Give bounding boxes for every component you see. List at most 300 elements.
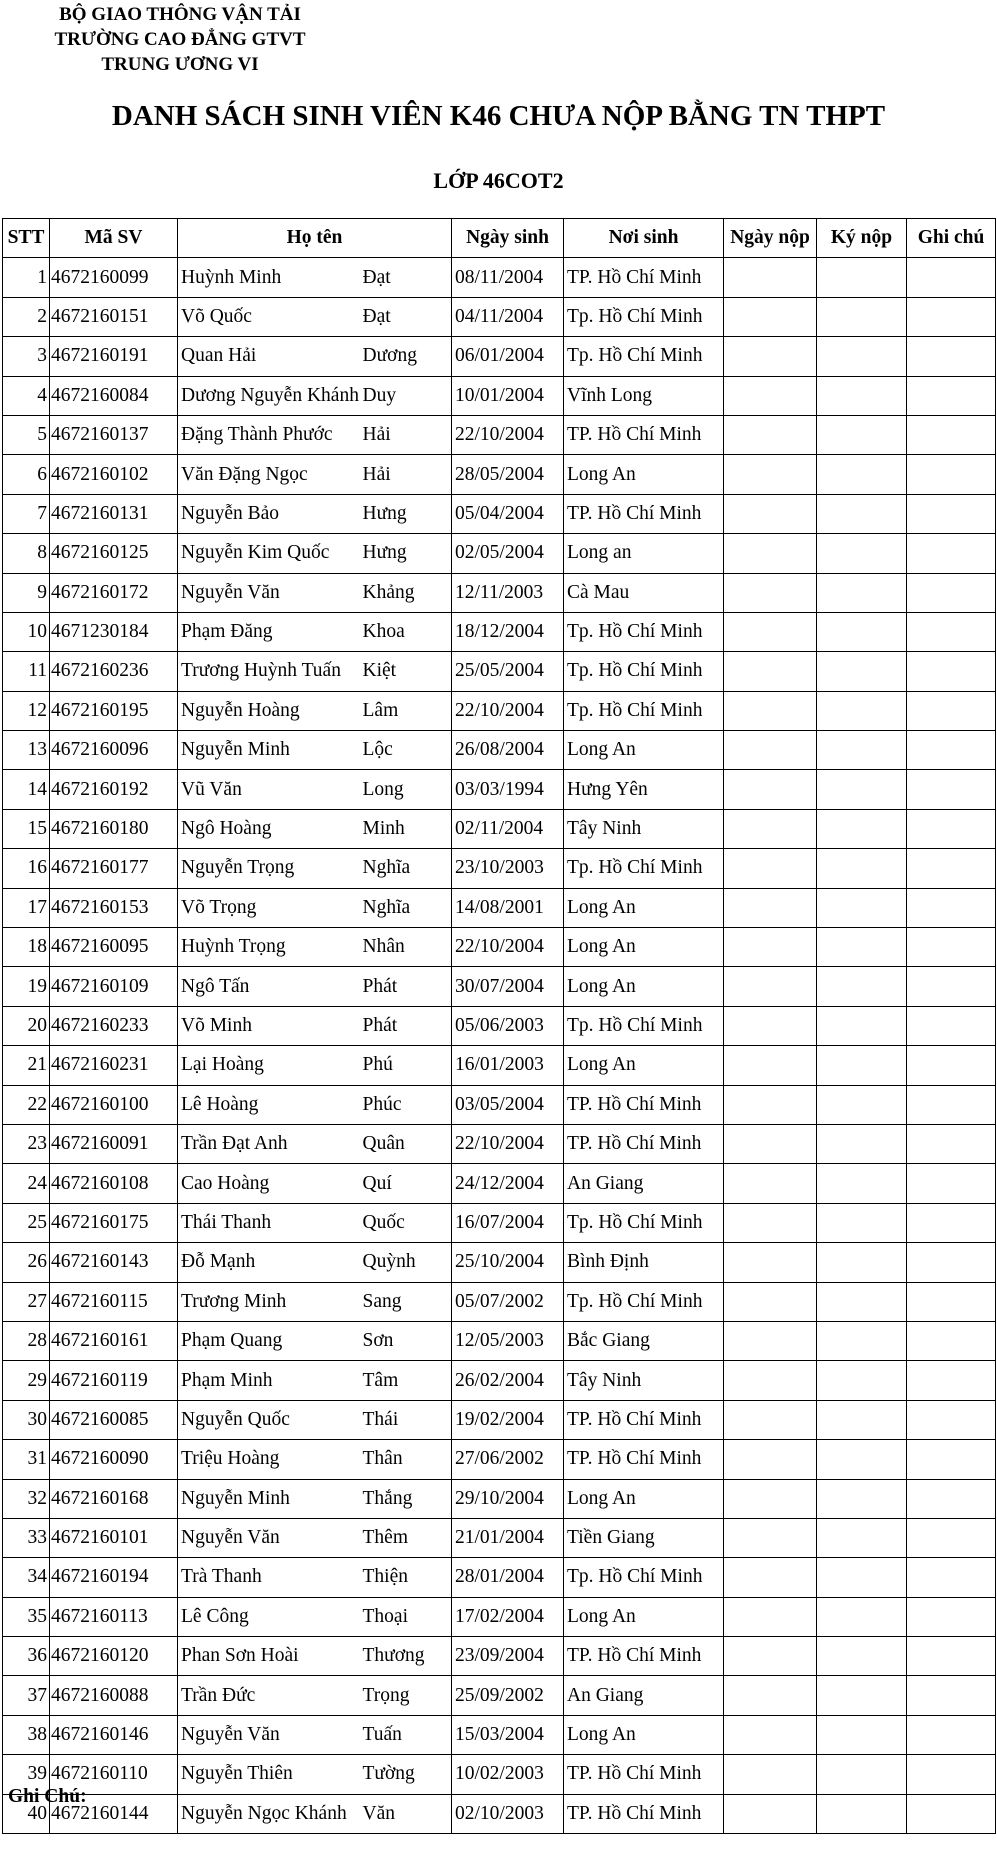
row-given-name: Quân xyxy=(362,1124,452,1163)
organization-header xyxy=(30,2,330,77)
table-row xyxy=(3,1755,996,1794)
row-surname: Nguyễn Kim Quốc xyxy=(178,534,362,573)
row-birth-date: 25/10/2004 xyxy=(452,1243,564,1282)
row-birth-date: 22/10/2004 xyxy=(452,691,564,730)
row-student-id: 4672160236 xyxy=(50,652,178,691)
row-given-name: Thắng xyxy=(362,1479,452,1518)
row-notes xyxy=(907,494,996,533)
row-birth-place: Long An xyxy=(564,928,724,967)
footer-note-label: Ghi Chú: xyxy=(8,1786,87,1807)
row-stt: 35 xyxy=(3,1597,50,1636)
row-submit-date xyxy=(724,534,817,573)
row-stt: 14 xyxy=(3,770,50,809)
row-notes xyxy=(907,888,996,927)
row-signature xyxy=(817,1755,907,1794)
row-notes xyxy=(907,1282,996,1321)
row-stt: 22 xyxy=(3,1085,50,1124)
row-signature xyxy=(817,455,907,494)
row-student-id: 4672160194 xyxy=(50,1558,178,1597)
row-student-id: 4672160151 xyxy=(50,297,178,336)
row-stt: 16 xyxy=(3,849,50,888)
row-surname: Ngô Tấn xyxy=(178,967,362,1006)
row-student-id: 4672160131 xyxy=(50,494,178,533)
row-submit-date xyxy=(724,258,817,297)
table-row xyxy=(3,455,996,494)
row-stt: 31 xyxy=(3,1440,50,1479)
col-header-student-id: Mã SV xyxy=(50,219,178,258)
row-stt: 28 xyxy=(3,1321,50,1360)
row-birth-place: Long An xyxy=(564,888,724,927)
row-surname: Nguyễn Văn xyxy=(178,1715,362,1754)
row-submit-date xyxy=(724,612,817,651)
row-signature xyxy=(817,849,907,888)
row-student-id: 4672160110 xyxy=(50,1755,178,1794)
row-student-id: 4672160125 xyxy=(50,534,178,573)
row-signature xyxy=(817,1715,907,1754)
row-birth-place: Tp. Hồ Chí Minh xyxy=(564,1006,724,1045)
row-notes xyxy=(907,1637,996,1676)
row-surname: Trà Thanh xyxy=(178,1558,362,1597)
row-signature xyxy=(817,652,907,691)
row-surname: Nguyễn Văn xyxy=(178,573,362,612)
row-stt: 24 xyxy=(3,1164,50,1203)
row-student-id: 4672160113 xyxy=(50,1597,178,1636)
table-row xyxy=(3,1715,996,1754)
row-birth-place: Long An xyxy=(564,455,724,494)
row-submit-date xyxy=(724,770,817,809)
row-stt: 5 xyxy=(3,415,50,454)
table-row xyxy=(3,1243,996,1282)
row-given-name: Thương xyxy=(362,1637,452,1676)
row-birth-date: 10/01/2004 xyxy=(452,376,564,415)
row-birth-date: 04/11/2004 xyxy=(452,297,564,336)
row-given-name: Phát xyxy=(362,967,452,1006)
row-notes xyxy=(907,1794,996,1833)
row-birth-place: TP. Hồ Chí Minh xyxy=(564,494,724,533)
row-stt: 40 xyxy=(3,1794,50,1833)
row-signature xyxy=(817,888,907,927)
row-notes xyxy=(907,1321,996,1360)
row-student-id: 4672160120 xyxy=(50,1637,178,1676)
row-signature xyxy=(817,494,907,533)
row-notes xyxy=(907,573,996,612)
row-signature xyxy=(817,1085,907,1124)
row-birth-place: Tây Ninh xyxy=(564,809,724,848)
row-stt: 12 xyxy=(3,691,50,730)
row-student-id: 4672160090 xyxy=(50,1440,178,1479)
row-given-name: Sơn xyxy=(362,1321,452,1360)
row-submit-date xyxy=(724,1518,817,1557)
table-row xyxy=(3,1479,996,1518)
row-birth-place: Tp. Hồ Chí Minh xyxy=(564,1282,724,1321)
row-student-id: 4672160143 xyxy=(50,1243,178,1282)
row-given-name: Tâm xyxy=(362,1361,452,1400)
col-header-stt: STT xyxy=(3,219,50,258)
row-stt: 21 xyxy=(3,1046,50,1085)
row-given-name: Thêm xyxy=(362,1518,452,1557)
row-birth-date: 12/05/2003 xyxy=(452,1321,564,1360)
row-birth-date: 18/12/2004 xyxy=(452,612,564,651)
row-notes xyxy=(907,1203,996,1242)
row-signature xyxy=(817,376,907,415)
row-birth-date: 08/11/2004 xyxy=(452,258,564,297)
table-row xyxy=(3,1637,996,1676)
row-student-id: 4672160195 xyxy=(50,691,178,730)
row-stt: 20 xyxy=(3,1006,50,1045)
row-birth-place: TP. Hồ Chí Minh xyxy=(564,415,724,454)
row-surname: Nguyễn Ngọc Khánh xyxy=(178,1794,362,1833)
row-notes xyxy=(907,612,996,651)
row-given-name: Lâm xyxy=(362,691,452,730)
row-notes xyxy=(907,1558,996,1597)
row-surname: Nguyễn Quốc xyxy=(178,1400,362,1439)
row-stt: 38 xyxy=(3,1715,50,1754)
col-header-signature: Ký nộp xyxy=(817,219,907,258)
row-notes xyxy=(907,691,996,730)
row-birth-place: TP. Hồ Chí Minh xyxy=(564,1085,724,1124)
row-birth-place: Long An xyxy=(564,1597,724,1636)
row-notes xyxy=(907,849,996,888)
row-submit-date xyxy=(724,1479,817,1518)
row-surname: Huỳnh Trọng xyxy=(178,928,362,967)
row-birth-date: 02/11/2004 xyxy=(452,809,564,848)
row-submit-date xyxy=(724,1243,817,1282)
row-given-name: Hưng xyxy=(362,494,452,533)
row-student-id: 4672160175 xyxy=(50,1203,178,1242)
row-birth-place: Long An xyxy=(564,1479,724,1518)
row-submit-date xyxy=(724,1282,817,1321)
row-stt: 23 xyxy=(3,1124,50,1163)
row-submit-date xyxy=(724,573,817,612)
row-birth-date: 23/10/2003 xyxy=(452,849,564,888)
row-birth-date: 25/09/2002 xyxy=(452,1676,564,1715)
row-submit-date xyxy=(724,1361,817,1400)
row-birth-place: TP. Hồ Chí Minh xyxy=(564,1400,724,1439)
row-signature xyxy=(817,1124,907,1163)
row-submit-date xyxy=(724,415,817,454)
table-row xyxy=(3,691,996,730)
row-submit-date xyxy=(724,1755,817,1794)
row-student-id: 4672160231 xyxy=(50,1046,178,1085)
table-row xyxy=(3,573,996,612)
row-birth-place: Tp. Hồ Chí Minh xyxy=(564,691,724,730)
row-signature xyxy=(817,1558,907,1597)
row-surname: Phan Sơn Hoài xyxy=(178,1637,362,1676)
row-surname: Đặng Thành Phước xyxy=(178,415,362,454)
row-surname: Quan Hải xyxy=(178,337,362,376)
row-notes xyxy=(907,337,996,376)
row-notes xyxy=(907,1046,996,1085)
row-student-id: 4672160096 xyxy=(50,731,178,770)
table-row xyxy=(3,849,996,888)
row-stt: 25 xyxy=(3,1203,50,1242)
row-given-name: Nghĩa xyxy=(362,849,452,888)
col-header-birth-place: Nơi sinh xyxy=(564,219,724,258)
row-birth-date: 10/02/2003 xyxy=(452,1755,564,1794)
row-birth-date: 14/08/2001 xyxy=(452,888,564,927)
row-student-id: 4672160192 xyxy=(50,770,178,809)
row-notes xyxy=(907,1124,996,1163)
table-row xyxy=(3,731,996,770)
col-header-birth-date: Ngày sinh xyxy=(452,219,564,258)
row-given-name: Khảng xyxy=(362,573,452,612)
row-student-id: 4672160146 xyxy=(50,1715,178,1754)
row-notes xyxy=(907,1597,996,1636)
row-signature xyxy=(817,1676,907,1715)
row-surname: Cao Hoàng xyxy=(178,1164,362,1203)
row-surname: Văn Đặng Ngọc xyxy=(178,455,362,494)
row-birth-date: 05/06/2003 xyxy=(452,1006,564,1045)
row-birth-date: 23/09/2004 xyxy=(452,1637,564,1676)
row-notes xyxy=(907,652,996,691)
row-signature xyxy=(817,967,907,1006)
row-birth-date: 25/05/2004 xyxy=(452,652,564,691)
org-line-college: TRƯỜNG CAO ĐẲNG GTVT xyxy=(54,29,306,50)
row-birth-date: 22/10/2004 xyxy=(452,928,564,967)
row-given-name: Nhân xyxy=(362,928,452,967)
row-notes xyxy=(907,1715,996,1754)
row-stt: 30 xyxy=(3,1400,50,1439)
row-birth-place: Vĩnh Long xyxy=(564,376,724,415)
row-given-name: Hưng xyxy=(362,534,452,573)
row-given-name: Phú xyxy=(362,1046,452,1085)
row-birth-date: 16/07/2004 xyxy=(452,1203,564,1242)
row-stt: 36 xyxy=(3,1637,50,1676)
row-given-name: Thân xyxy=(362,1440,452,1479)
row-birth-date: 02/05/2004 xyxy=(452,534,564,573)
row-surname: Huỳnh Minh xyxy=(178,258,362,297)
row-signature xyxy=(817,1282,907,1321)
row-birth-date: 26/08/2004 xyxy=(452,731,564,770)
row-notes xyxy=(907,1755,996,1794)
row-student-id: 4672160161 xyxy=(50,1321,178,1360)
row-submit-date xyxy=(724,809,817,848)
row-stt: 3 xyxy=(3,337,50,376)
table-row xyxy=(3,1321,996,1360)
row-surname: Võ Trọng xyxy=(178,888,362,927)
row-signature xyxy=(817,731,907,770)
row-signature xyxy=(817,770,907,809)
row-notes xyxy=(907,455,996,494)
row-given-name: Thái xyxy=(362,1400,452,1439)
row-birth-date: 22/10/2004 xyxy=(452,1124,564,1163)
row-signature xyxy=(817,1006,907,1045)
row-stt: 11 xyxy=(3,652,50,691)
row-student-id: 4672160144 xyxy=(50,1794,178,1833)
row-surname: Nguyễn Thiên xyxy=(178,1755,362,1794)
row-notes xyxy=(907,770,996,809)
row-surname: Triệu Hoàng xyxy=(178,1440,362,1479)
row-stt: 1 xyxy=(3,258,50,297)
row-student-id: 4672160100 xyxy=(50,1085,178,1124)
row-stt: 8 xyxy=(3,534,50,573)
row-submit-date xyxy=(724,1794,817,1833)
row-student-id: 4672160191 xyxy=(50,337,178,376)
row-surname: Đỗ Mạnh xyxy=(178,1243,362,1282)
table-row xyxy=(3,1085,996,1124)
row-given-name: Duy xyxy=(362,376,452,415)
row-submit-date xyxy=(724,888,817,927)
row-notes xyxy=(907,1518,996,1557)
col-header-notes: Ghi chú xyxy=(907,219,996,258)
row-surname: Nguyễn Bảo xyxy=(178,494,362,533)
row-birth-date: 29/10/2004 xyxy=(452,1479,564,1518)
table-row xyxy=(3,1046,996,1085)
row-submit-date xyxy=(724,1085,817,1124)
row-submit-date xyxy=(724,691,817,730)
row-notes xyxy=(907,415,996,454)
row-stt: 2 xyxy=(3,297,50,336)
row-given-name: Quỳnh xyxy=(362,1243,452,1282)
row-student-id: 4672160109 xyxy=(50,967,178,1006)
row-surname: Trương Huỳnh Tuấn xyxy=(178,652,362,691)
row-stt: 29 xyxy=(3,1361,50,1400)
row-student-id: 4672160137 xyxy=(50,415,178,454)
row-surname: Thái Thanh xyxy=(178,1203,362,1242)
row-birth-place: Tp. Hồ Chí Minh xyxy=(564,1203,724,1242)
row-surname: Phạm Minh xyxy=(178,1361,362,1400)
row-given-name: Thiện xyxy=(362,1558,452,1597)
row-birth-place: Hưng Yên xyxy=(564,770,724,809)
row-birth-place: TP. Hồ Chí Minh xyxy=(564,1794,724,1833)
row-submit-date xyxy=(724,928,817,967)
row-notes xyxy=(907,1400,996,1439)
row-given-name: Đạt xyxy=(362,297,452,336)
table-body xyxy=(3,258,996,1834)
row-student-id: 4671230184 xyxy=(50,612,178,651)
row-given-name: Đạt xyxy=(362,258,452,297)
table-row xyxy=(3,1676,996,1715)
row-notes xyxy=(907,1006,996,1045)
row-surname: Vũ Văn xyxy=(178,770,362,809)
row-birth-place: Long An xyxy=(564,967,724,1006)
row-surname: Nguyễn Trọng xyxy=(178,849,362,888)
row-birth-date: 03/03/1994 xyxy=(452,770,564,809)
row-student-id: 4672160095 xyxy=(50,928,178,967)
row-student-id: 4672160099 xyxy=(50,258,178,297)
row-given-name: Minh xyxy=(362,809,452,848)
table-row xyxy=(3,1006,996,1045)
row-given-name: Văn xyxy=(362,1794,452,1833)
row-birth-place: An Giang xyxy=(564,1164,724,1203)
row-birth-date: 16/01/2003 xyxy=(452,1046,564,1085)
row-birth-date: 27/06/2002 xyxy=(452,1440,564,1479)
row-surname: Ngô Hoàng xyxy=(178,809,362,848)
row-birth-place: Cà Mau xyxy=(564,573,724,612)
row-birth-date: 22/10/2004 xyxy=(452,415,564,454)
row-stt: 19 xyxy=(3,967,50,1006)
table-row xyxy=(3,770,996,809)
table-header-row xyxy=(3,219,996,258)
row-surname: Võ Minh xyxy=(178,1006,362,1045)
row-surname: Trần Đạt Anh xyxy=(178,1124,362,1163)
row-given-name: Nghĩa xyxy=(362,888,452,927)
row-submit-date xyxy=(724,1164,817,1203)
row-birth-date: 24/12/2004 xyxy=(452,1164,564,1203)
row-submit-date xyxy=(724,849,817,888)
row-student-id: 4672160091 xyxy=(50,1124,178,1163)
row-notes xyxy=(907,1440,996,1479)
table-row xyxy=(3,1440,996,1479)
row-birth-place: Bắc Giang xyxy=(564,1321,724,1360)
row-student-id: 4672160168 xyxy=(50,1479,178,1518)
row-given-name: Lộc xyxy=(362,731,452,770)
row-stt: 33 xyxy=(3,1518,50,1557)
row-signature xyxy=(817,928,907,967)
row-birth-place: Tp. Hồ Chí Minh xyxy=(564,337,724,376)
row-submit-date xyxy=(724,494,817,533)
row-birth-date: 02/10/2003 xyxy=(452,1794,564,1833)
row-student-id: 4672160115 xyxy=(50,1282,178,1321)
class-label: LỚP 46COT2 xyxy=(433,168,564,193)
row-birth-place: Tp. Hồ Chí Minh xyxy=(564,612,724,651)
row-stt: 32 xyxy=(3,1479,50,1518)
row-birth-place: TP. Hồ Chí Minh xyxy=(564,1440,724,1479)
row-given-name: Phúc xyxy=(362,1085,452,1124)
row-surname: Lại Hoàng xyxy=(178,1046,362,1085)
table-row xyxy=(3,1518,996,1557)
row-given-name: Thoại xyxy=(362,1597,452,1636)
row-notes xyxy=(907,1361,996,1400)
row-submit-date xyxy=(724,1400,817,1439)
row-given-name: Quốc xyxy=(362,1203,452,1242)
row-birth-place: Long an xyxy=(564,534,724,573)
table-row xyxy=(3,1597,996,1636)
row-given-name: Hải xyxy=(362,455,452,494)
row-birth-place: Tây Ninh xyxy=(564,1361,724,1400)
row-stt: 27 xyxy=(3,1282,50,1321)
row-notes xyxy=(907,1479,996,1518)
row-stt: 17 xyxy=(3,888,50,927)
row-submit-date xyxy=(724,652,817,691)
org-line-central: TRUNG ƯƠNG VI xyxy=(101,54,259,75)
row-student-id: 4672160233 xyxy=(50,1006,178,1045)
col-header-submit-date: Ngày nộp xyxy=(724,219,817,258)
row-notes xyxy=(907,731,996,770)
row-signature xyxy=(817,1518,907,1557)
row-given-name: Dương xyxy=(362,337,452,376)
row-signature xyxy=(817,297,907,336)
row-birth-place: Long An xyxy=(564,1046,724,1085)
row-birth-date: 21/01/2004 xyxy=(452,1518,564,1557)
row-submit-date xyxy=(724,1558,817,1597)
row-notes xyxy=(907,928,996,967)
row-surname: Phạm Quang xyxy=(178,1321,362,1360)
row-birth-place: Long An xyxy=(564,731,724,770)
row-signature xyxy=(817,1361,907,1400)
table-row xyxy=(3,337,996,376)
row-surname: Phạm Đăng xyxy=(178,612,362,651)
row-student-id: 4672160172 xyxy=(50,573,178,612)
row-submit-date xyxy=(724,376,817,415)
row-submit-date xyxy=(724,1321,817,1360)
row-student-id: 4672160180 xyxy=(50,809,178,848)
row-notes xyxy=(907,534,996,573)
row-signature xyxy=(817,573,907,612)
table-row xyxy=(3,534,996,573)
row-signature xyxy=(817,809,907,848)
row-birth-place: Tiền Giang xyxy=(564,1518,724,1557)
row-birth-place: An Giang xyxy=(564,1676,724,1715)
row-given-name: Sang xyxy=(362,1282,452,1321)
row-birth-date: 17/02/2004 xyxy=(452,1597,564,1636)
row-birth-place: Tp. Hồ Chí Minh xyxy=(564,297,724,336)
student-table xyxy=(2,218,996,1834)
row-stt: 7 xyxy=(3,494,50,533)
row-signature xyxy=(817,534,907,573)
row-signature xyxy=(817,1440,907,1479)
row-stt: 13 xyxy=(3,731,50,770)
